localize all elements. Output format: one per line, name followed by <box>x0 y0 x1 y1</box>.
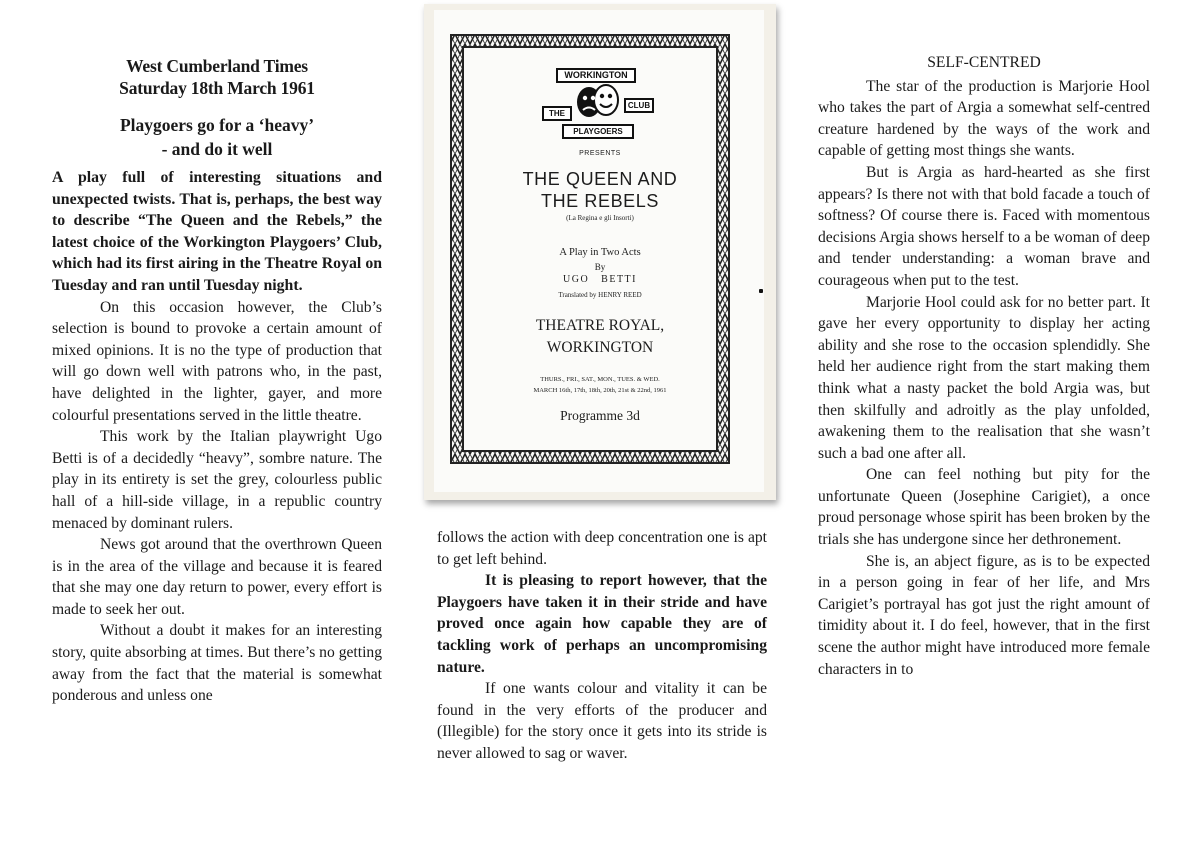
logo-right-text: CLUB <box>624 98 654 113</box>
headline-line-2: - and do it well <box>161 139 273 159</box>
programme-subtitle: (La Regina e gli Insorti) <box>566 214 634 222</box>
paragraph: One can feel nothing but pity for the unfortunate Queen (Josephine Carigiet), a once proud personage whose spirit has been broken by the trials she has undergone since her dethronement. <box>818 466 1150 549</box>
author-name: UGO BETTI <box>563 274 637 285</box>
paragraph: But is Argia as hard-hearted as she first appears? Is there not with that bold facade a touch of softness? Of course there is. Faced with momentous decisions Argia shows herself to a be woman of deep and tender understanding: a woman brave and courageous when put to the test. <box>818 163 1150 289</box>
article-headline <box>52 113 382 161</box>
by-label: By <box>594 262 606 272</box>
programme-price: Programme 3d <box>560 408 640 423</box>
play-description: A Play in Two Acts <box>559 247 641 258</box>
paragraph: If one wants colour and vitality it can be found in the very efforts of the producer and (Illegible) for the story once it gets into its stride is never allowed to sag or waver. <box>437 680 767 762</box>
publication-date: Saturday 18th March 1961 <box>119 78 315 98</box>
logo-bottom-text: PLAYGOERS <box>562 124 634 139</box>
paragraph: The star of the production is Marjorie Hool who takes the part of Argia a somewhat self-centred creature hardened by the ways of the work and capable of getting most things she wants. <box>818 77 1150 160</box>
paragraph: This work by the Italian playwright Ugo Betti is of a decidedly “heavy”, sombre nature. The play in its entirety is set the grey, colourless public hall of a hill-side village, in a republic country menaced by dominant rulers. <box>52 428 382 532</box>
paragraph-continuation: follows the action with deep concentration one is apt to get left behind. <box>437 529 767 568</box>
programme-cover-image <box>424 4 776 500</box>
headline-line-1: Playgoers go for a ‘heavy’ <box>119 115 315 135</box>
presents-label: PRESENTS <box>579 150 621 157</box>
paragraph: Without a doubt it makes for an interesting story, quite absorbing at times. But there’s no getting away from the fact that the material is somewhat ponderous and unless one <box>52 622 382 705</box>
logo-top-text: WORKINGTON <box>556 68 636 83</box>
scan-mark <box>759 289 763 293</box>
paragraph: Marjorie Hool could ask for no better part. It gave her every opportunity to display her acting ability and she rose to the occasion splendidly. She held her audience right from the start making them think what a nasty packet the bold Argia was, but then skilfully and adroitly as the play unfolded, awakening them to the realisation that she wasn’t such a bad one after all. <box>818 293 1150 462</box>
performance-dates: MARCH 16th, 17th, 18th, 20th, 21st & 22nd, 1961 <box>533 387 667 394</box>
logo-left-text: THE <box>542 106 572 121</box>
translator-credit: Translated by HENRY REED <box>558 291 642 299</box>
right-column <box>818 52 1150 680</box>
performance-days: THURS., FRI., SAT., MON., TUES. & WED. <box>540 376 660 383</box>
newspaper-name: West Cumberland Times <box>126 56 308 76</box>
section-heading: SELF-CENTRED <box>927 54 1041 71</box>
theatre-masks-icon <box>574 80 620 124</box>
left-column <box>52 55 382 707</box>
venue-line-2: WORKINGTON <box>546 339 654 356</box>
venue-line-1: THEATRE ROYAL, <box>535 317 665 334</box>
paragraph: On this occasion however, the Club’s selection is bound to provoke a certain amount of mixed opinions. It is no the type of production that will go down well with patrons who, in the past, have delighted in the lighter, gayer, and more colourful presentations served in the little theatre. <box>52 298 382 424</box>
programme-title-line-2: THE REBELS <box>540 191 660 211</box>
paragraph: She is, an abject figure, as is to be expected in a person going in fear of her life, and Mrs Carigiet’s portrayal has got just the right amount of timidity about it. I do feel, however, that in the first scene the author might have introduced more female characters in to <box>818 552 1150 678</box>
programme-title-line-1: THE QUEEN AND <box>522 169 678 189</box>
bold-paragraph: It is pleasing to report however, that the Playgoers have taken it in their stride and have proved once again how capable they are of tackling work of perhaps an uncompromising nature. <box>437 572 767 676</box>
playgoers-club-logo <box>542 68 652 148</box>
paragraph: News got around that the overthrown Queen is in the area of the village and because it is feared that she may one day return to power, every effort is made to seek her out. <box>52 536 382 618</box>
middle-column <box>437 527 767 765</box>
article-lede: A play full of interesting situations and unexpected twists. That is, perhaps, the best way to describe “The Queen and the Rebels,” the latest choice of the Workington Playgoers’ Club, which had its first airing in the Theatre Royal on Tuesday and ran until Tuesday night. <box>52 169 382 294</box>
